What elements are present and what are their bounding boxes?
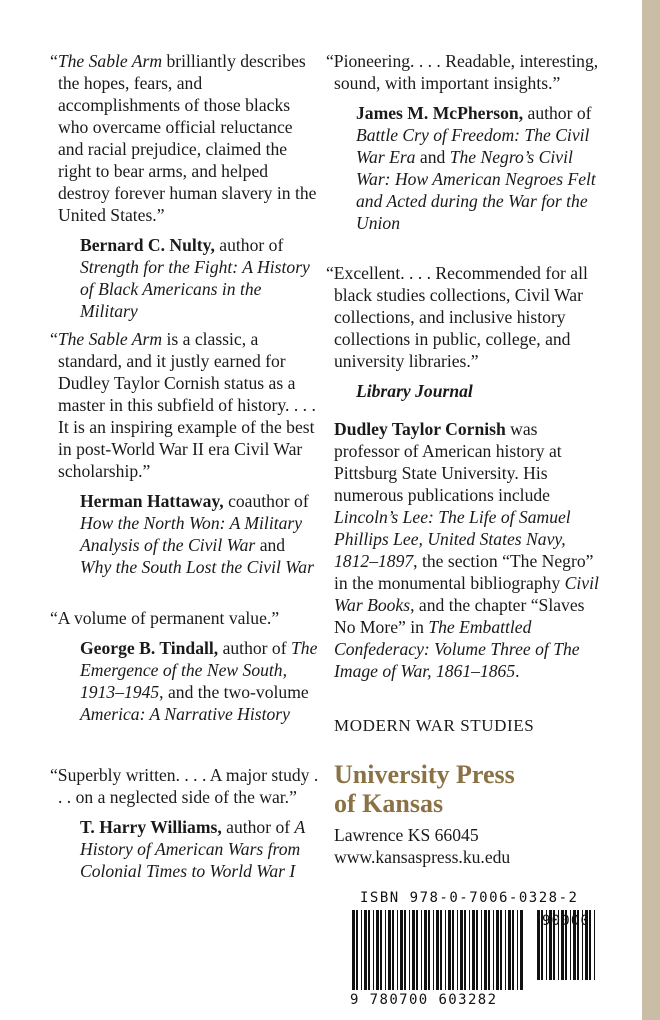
barcode-bar: [376, 910, 379, 990]
barcode-bar: [472, 910, 475, 990]
attribution: Herman Hattaway, coauthor of How the North Won: A Military Analysis of the Civil War and Why the South Lost the Civil War: [80, 491, 314, 577]
isbn-text: ISBN 978-0-7006-0328-2: [360, 890, 579, 906]
barcode-bar: [488, 910, 490, 990]
barcode-bar: [416, 910, 418, 990]
barcode-bar: [520, 910, 523, 990]
attribution: Bernard C. Nulty, author of Strength for the Fight: A History of Black Americans in the Military: [80, 235, 310, 321]
barcode-bar: [541, 910, 543, 980]
barcode-bar: [537, 910, 540, 980]
barcode-bar: [412, 910, 415, 990]
barcode-bar: [500, 910, 502, 990]
quote-text: “Superbly written. . . . A major study . . . on a neglected side of the war.”: [50, 765, 319, 807]
barcode-bar: [573, 910, 576, 980]
barcode-bar: [460, 910, 463, 990]
barcode-bar: [388, 910, 391, 990]
barcode-bar: [570, 910, 571, 980]
publisher-name: [334, 760, 606, 818]
publisher-line-2: of Kansas: [334, 789, 444, 818]
barcode-bar: [585, 910, 588, 980]
barcode-bar: [484, 910, 487, 990]
barcode-bar: [508, 910, 511, 990]
spine-edge: [642, 0, 660, 1020]
attribution: George B. Tindall, author of The Emergence of the New South, 1913–1945, and the two-volume America: A Narrative History: [80, 638, 318, 724]
attribution: Library Journal: [356, 381, 473, 401]
barcode-bar: [512, 910, 514, 990]
barcode-bar: [368, 910, 370, 990]
quote-text: “Excellent. . . . Recommended for all black studies collections, Civil War collections, and inclusive history collections in public, college, and university libraries.”: [326, 263, 588, 371]
publisher-line-1: University Press: [334, 760, 515, 789]
barcode-bar: [594, 910, 595, 980]
publisher-address: [334, 824, 606, 868]
barcode-bar: [373, 910, 374, 990]
barcode-bar: [440, 910, 442, 990]
barcode: [342, 890, 604, 1010]
address-line: Lawrence KS 66045: [334, 825, 479, 845]
barcode-bar: [409, 910, 410, 990]
barcode-bar: [433, 910, 434, 990]
barcode-bar: [589, 910, 591, 980]
barcode-bar: [476, 910, 478, 990]
barcode-bar: [421, 910, 422, 990]
barcode-bar: [448, 910, 451, 990]
barcode-bar: [436, 910, 439, 990]
barcode-bar: [428, 910, 430, 990]
barcode-bar: [561, 910, 564, 980]
attribution: T. Harry Williams, author of A History of American Wars from Colonial Times to World War I: [80, 817, 305, 881]
barcode-bar: [558, 910, 559, 980]
barcode-bar: [385, 910, 386, 990]
barcode-bar: [364, 910, 367, 990]
blurb-williams: [50, 764, 320, 882]
barcode-bar: [553, 910, 555, 980]
barcode-bar: [549, 910, 552, 980]
barcode-bar: [457, 910, 458, 990]
barcode-bar: [496, 910, 499, 990]
blurb-hattaway: [50, 328, 320, 578]
barcode-bar: [469, 910, 470, 990]
barcode-bar: [397, 910, 398, 990]
blurb-tindall: [50, 607, 320, 725]
barcode-bar: [380, 910, 382, 990]
ean-bars: [352, 910, 523, 990]
barcode-bar: [577, 910, 579, 980]
quote-text: “Pioneering. . . . Readable, interesting, sound, with important insights.”: [326, 51, 599, 93]
barcode-bar: [352, 910, 355, 990]
barcode-bar: [505, 910, 506, 990]
barcode-bar: [517, 910, 518, 990]
quote-text: “A volume of permanent value.”: [50, 608, 280, 628]
ean-number-text: 9 780700 603282: [350, 992, 498, 1008]
barcode-bar: [464, 910, 466, 990]
barcode-bar: [424, 910, 427, 990]
barcode-bar: [493, 910, 494, 990]
barcode-bar: [452, 910, 454, 990]
barcode-bar: [400, 910, 403, 990]
blurb-library-journal: [326, 262, 606, 402]
barcode-bar: [481, 910, 482, 990]
blurb-mcpherson: [326, 50, 606, 234]
barcode-bar: [404, 910, 406, 990]
attribution: James M. McPherson, author of Battle Cry of Freedom: The Civil War Era and The Negro’s Civil War: How American Negroes Felt and Acted during the War for the Union: [356, 103, 596, 233]
barcode-bar: [445, 910, 446, 990]
barcode-bar: [392, 910, 394, 990]
barcode-bar: [356, 910, 358, 990]
quote-text: “The Sable Arm brilliantly describes the hopes, fears, and accomplishments of those blacks who overcame official reluctance and racial prejudice, claimed the right to bear arms, and helped destroy forever human slavery in the United States.”: [50, 51, 317, 225]
barcode-bar: [582, 910, 583, 980]
quote-text: “The Sable Arm is a classic, a standard, and it justly earned for Dudley Taylor Cornish status as a master in this subfield of history. . . . It is an inspiring example of the best in post-World War II era Civil War scholarship.”: [50, 329, 316, 481]
series-name: MODERN WAR STUDIES: [334, 716, 535, 735]
barcode-bar: [361, 910, 362, 990]
bio-text: Dudley Taylor Cornish was professor of American history at Pittsburg State University. His numerous publications include Lincoln’s Lee: The Life of Samuel Phillips Lee, United States Navy, 1812–1897, the section “The Negro” in the monumental bibliography Civil War Books, and the chapter “Slaves No More” in The Embattled Confederacy: Volume Three of The Image of War, 1861–1865.: [334, 419, 599, 681]
barcode-bar: [565, 910, 567, 980]
barcode-bar: [546, 910, 547, 980]
blurb-nulty: [50, 50, 320, 322]
website-link[interactable]: www.kansaspress.ku.edu: [334, 847, 511, 867]
author-bio: [334, 418, 606, 682]
barcode-bars: [342, 910, 604, 992]
addon-bars: [537, 910, 595, 980]
